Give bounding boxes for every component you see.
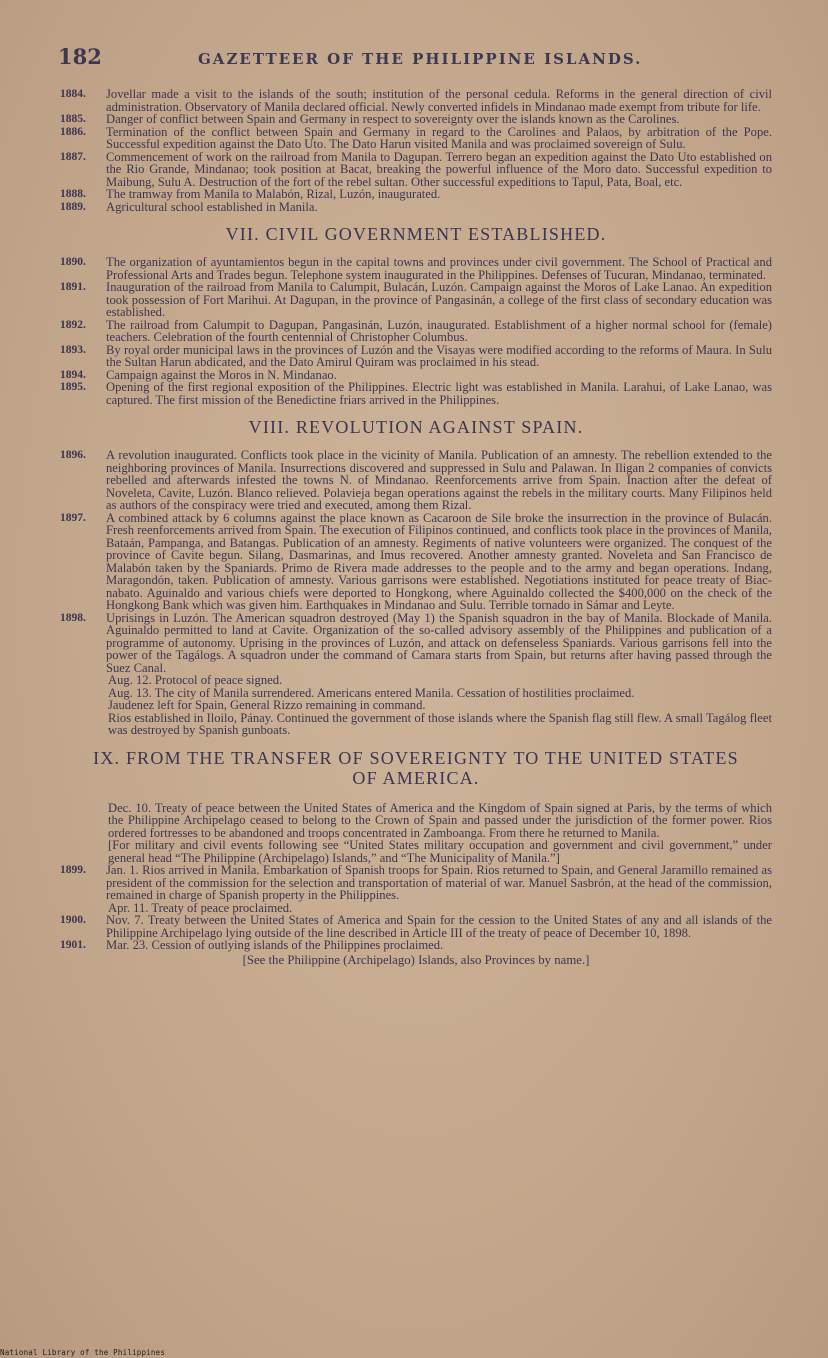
- entry-text: Termination of the conflict between Spain and Germany in regard to the Carolines and Palaos, by arbitration of the Pope. Successful expedition against the Dato Uto. The Dato Harun visited Manila and was proclaimed sovereign of Sulu.: [106, 124, 772, 151]
- chronology-entry: [60, 88, 772, 113]
- chronology-block-4: [60, 802, 772, 952]
- chronology-entry: [60, 939, 772, 952]
- section-heading-ix-line2: OF AMERICA.: [352, 767, 480, 788]
- entry-year: 1897.: [60, 511, 86, 524]
- running-title: GAZETTEER OF THE PHILIPPINE ISLANDS.: [198, 50, 643, 68]
- entry-text: Uprisings in Luzón. The American squadron destroyed (May 1) the Spanish squadron in the bay of Manila. Blockade of Manila. Aguinaldo permitted to land at Cavite. Organization of the so-called advisory assembly of the Philippines and publication of a programme of autonomy. Uprising in the provinces of Luzón, and attack on defenseless Spaniards. Various garrisons fell into the power of the Tagálogs. A squadron under the command of Camara starts from Spain, but returns after having passed through the Suez Canal.: [106, 610, 772, 675]
- chronology-entry: [60, 512, 772, 612]
- chronology-entry: [60, 914, 772, 939]
- entry-year: 1891.: [60, 281, 86, 293]
- entry-text: A revolution inaugurated. Conflicts took place in the vicinity of Manila. Publication of an amnesty. The rebellion extended to the neighboring provinces of Manila. Insurrections discovered and suppressed in Sulu and Palawan. In Iligan 2 companies of convicts rebelled and afterwards infested the towns N. of Mindanao. Reenforcements arrive from Spain. Inaction after the defeat of Noveleta, Cavite, Luzón. Blanco relieved. Polavieja began operations against the rebels in the military courts. Many Filipinos held as authors of the conspiracy were tried and executed, among them Rizal.: [106, 448, 772, 512]
- chronology-entry: [60, 381, 772, 406]
- entry-text: Opening of the first regional exposition of the Philippines. Electric light was established in Manila. Larahui, of Lake Lanao, was captured. The first mission of the Benedictine friars arrived in the Philippines.: [106, 380, 772, 407]
- chronology-block-1: [60, 88, 772, 213]
- entry-text: Commencement of work on the railroad from Manila to Dagupan. Terrero began an expedition against the Dato Uto established on the Rio Grande, Mindanao; took position at Bacat, breaking the powerful influence of the Moro dato. Successful expedition to Maibung, Sulu A. Destruction of the fort of the rebel sultan. Other successful expeditions to Tapul, Pata, Boal, etc.: [106, 149, 772, 189]
- entry-year: 1889.: [60, 200, 86, 213]
- chronology-entry: [60, 612, 772, 675]
- chronology-entry: [60, 344, 772, 369]
- chronology-entry: [60, 201, 772, 214]
- chronology-block-3: [60, 449, 772, 737]
- chronology-entry: [60, 864, 772, 902]
- library-credit: National Library of the Philippines: [0, 1348, 166, 1357]
- entry-year: 1886.: [60, 125, 86, 138]
- chronology-entry: [60, 113, 772, 126]
- chronology-entry: [60, 699, 772, 712]
- entry-text: Rios established in Iloilo, Pánay. Continued the government of those islands where the Spanish flag still flew. A small Tagálog fleet was destroyed by Spanish gunboats.: [108, 710, 772, 737]
- entry-text: The railroad from Calumpit to Dagupan, Pangasinán, Luzón, inaugurated. Establishment of a higher normal school for (female) teachers. Celebration of the fourth centennial of Christopher Columbus.: [106, 317, 772, 344]
- section-heading-vii: VII. CIVIL GOVERNMENT ESTABLISHED.: [225, 224, 607, 244]
- section-heading-ix: [60, 748, 772, 788]
- chronology-entry: [60, 281, 772, 319]
- entry-text: Aug. 13. The city of Manila surrendered. Americans entered Manila. Cessation of hostilities proclaimed.: [108, 685, 635, 700]
- section-heading-viii: VIII. REVOLUTION AGAINST SPAIN.: [248, 417, 584, 437]
- entry-year: 1892.: [60, 318, 86, 331]
- chronology-entry: [60, 319, 772, 344]
- entry-text: Campaign against the Moros in N. Mindanao.: [106, 367, 337, 382]
- chronology-entry: [60, 256, 772, 281]
- entry-year: 1896.: [60, 449, 86, 461]
- chronology-entry: [60, 126, 772, 151]
- page-content: [60, 88, 772, 968]
- section-heading-ix-line1: IX. FROM THE TRANSFER OF SOVEREIGNTY TO THE UNITED STATES: [93, 747, 739, 768]
- entry-year: 1890.: [60, 256, 86, 268]
- entry-year: 1884.: [60, 88, 86, 100]
- closing-reference: [See the Philippine (Archipelago) Islands, also Provinces by name.]: [242, 952, 590, 967]
- entry-year: 1900.: [60, 914, 86, 926]
- entry-year: 1885.: [60, 113, 86, 125]
- chronology-entry: [60, 151, 772, 189]
- entry-text: Aug. 12. Protocol of peace signed.: [108, 673, 283, 687]
- entry-text: By royal order municipal laws in the provinces of Luzón and the Visayas were modified according to the reforms of Maura. In Sulu the Sultan Harun abdicated, and the Dato Amirul Quiram was proclaimed in his stead.: [106, 342, 772, 369]
- entry-year: 1887.: [60, 150, 86, 163]
- entry-text: Jaudenez left for Spain, General Rizzo remaining in command.: [108, 698, 426, 712]
- entry-text: The tramway from Manila to Malabón, Rizal, Luzón, inaugurated.: [106, 187, 441, 201]
- entry-text: Jan. 1. Rios arrived in Manila. Embarkation of Spanish troops for Spain. Rios returned to Spain, and General Jaramillo remained as president of the commission for the selection and transportation of material of war. Manuel Sasbrón, at the head of the commission, remained in charge of Spanish property in the Philippines.: [106, 863, 772, 902]
- chronology-entry: [60, 802, 772, 840]
- entry-year: 1901.: [60, 939, 86, 951]
- entry-text: The organization of ayuntamientos begun in the capital towns and provinces under civil government. The School of Practical and Professional Arts and Trades begun. Telephone system inaugurated in the Philippines. Defenses of Tucuran, Mindanao, terminated.: [106, 255, 772, 282]
- chronology-entry: [60, 449, 772, 512]
- entry-text: Jovellar made a visit to the islands of the south; institution of the personal cedula. Reforms in the general direction of civil administration. Observatory of Manila declared official. Newly converted infidels in Mindanao made exempt from tribute for life.: [106, 87, 772, 114]
- entry-year: 1895.: [60, 381, 86, 393]
- page-number: 182: [58, 44, 102, 69]
- entry-year: 1888.: [60, 188, 86, 200]
- entry-text: Agricultural school established in Manila.: [106, 199, 318, 214]
- entry-text: A combined attack by 6 columns against the place known as Cacaroon de Sile broke the insurrection in the province of Bulacán. Fresh reenforcements arrived from Spain. The execution of Filipinos continued, and conflicts took place in the provinces of Manila, Bataán, Pampanga, and Batangas. Publication of an amnesty. Regiments of native volunteers were organized. The conquest of the province of Cavite begun. Silang, Dasmarinas, and Imus recovered. Another amnesty granted. Noveleta and San Francisco de Malabón taken by the Spaniards. Primo de Rivera made addresses to the people and to the army and began operations. Indang, Maragondón, taken. Publication of amnesty. Various garrisons were established. Negotiations instituted for peace treaty of Biac-nabato. Aguinaldo and various chiefs were deported to Hongkong, where Aguinaldo collected the $400,000 on the check of the Hongkong Bank which was given him. Earthquakes in Mindanao and Sulu. Terrible tornado in Sámar and Leyte.: [106, 510, 772, 612]
- chronology-entry: [60, 712, 772, 737]
- chronology-entry: [60, 839, 772, 864]
- entry-text: [For military and civil events following see “United States military occupation and government and civil government,” under general head “The Philippine (Archipelago) Islands,” and “The Municipality of Manila.”]: [108, 838, 772, 865]
- entry-year: 1898.: [60, 611, 86, 624]
- entry-year: 1894.: [60, 368, 86, 381]
- entry-year: 1893.: [60, 343, 86, 356]
- chronology-entry: [60, 674, 772, 687]
- chronology-entry: [60, 188, 772, 201]
- entry-text: Mar. 23. Cession of outlying islands of the Philippines proclaimed.: [106, 938, 444, 952]
- entry-text: Danger of conflict between Spain and Germany in respect to sovereignty over the islands known as the Carolines.: [106, 112, 680, 126]
- chronology-block-2: [60, 256, 772, 406]
- entry-text: Apr. 11. Treaty of peace proclaimed.: [108, 900, 293, 915]
- page-header: [58, 44, 768, 74]
- entry-text: Nov. 7. Treaty between the United States of America and Spain for the cession to the United States of any and all islands of the Philippine Archipelago lying outside of the line described in Article III of the treaty of peace of December 10, 1898.: [106, 913, 772, 940]
- entry-text: Inauguration of the railroad from Manila to Calumpit, Bulacán, Luzón. Campaign against the Moros of Lake Lanao. An expedition took possession of Fort Marihui. At Dagupan, in the province of Pangasinán, a college of the first class of secondary education was established.: [106, 280, 772, 319]
- entry-text: Dec. 10. Treaty of peace between the United States of America and the Kingdom of Spain signed at Paris, by the terms of which the Philippine Archipelago ceased to belong to the Crown of Spain and passed under the jurisdiction of the former power. Rios ordered fortresses to be abandoned and troops concentrated in Zamboanga. From there he returned to Manila.: [108, 800, 772, 840]
- entry-year: 1899.: [60, 864, 86, 876]
